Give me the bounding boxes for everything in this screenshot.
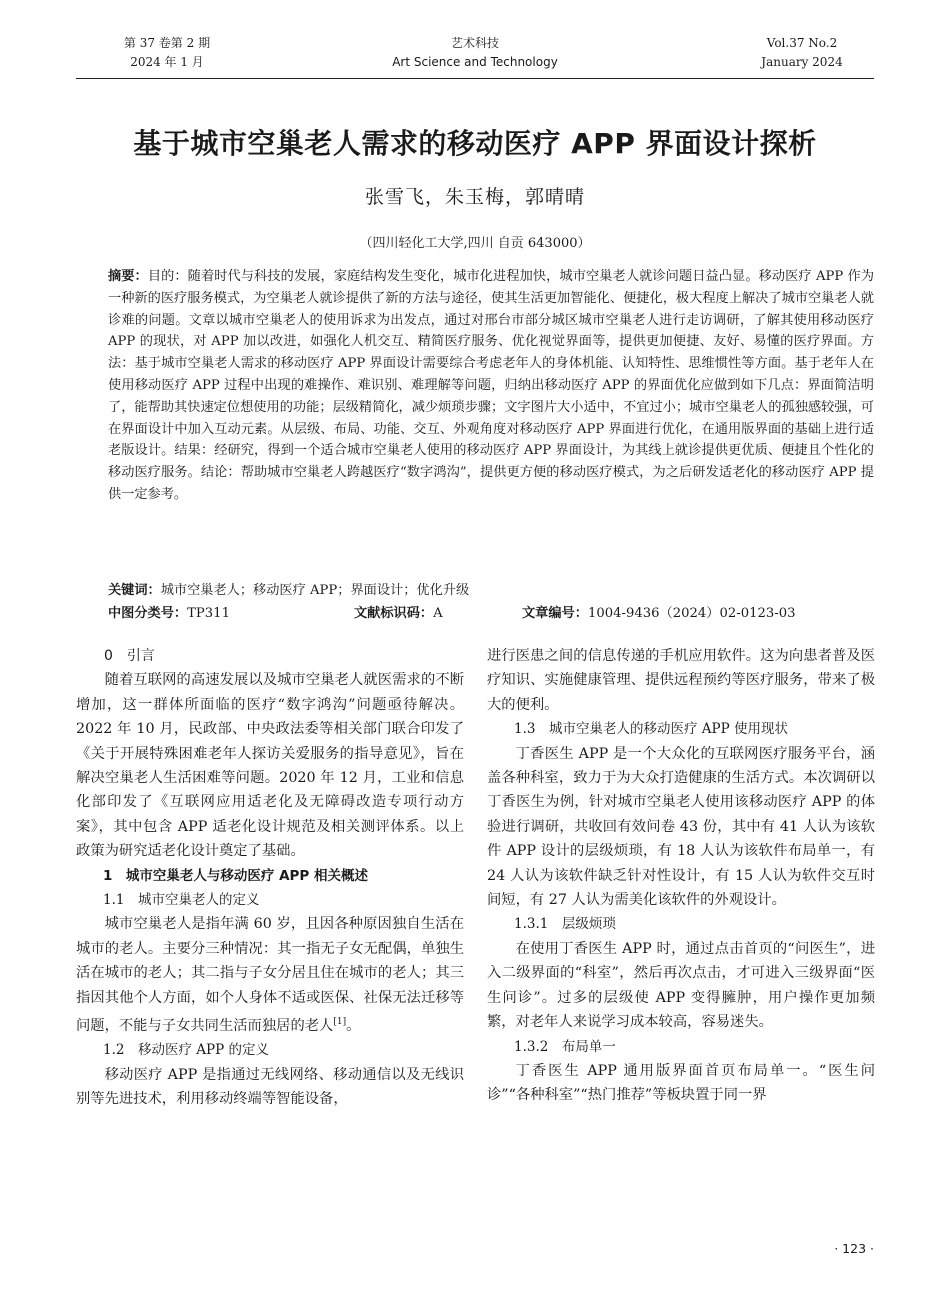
article-label: 文章编号： [522, 606, 588, 621]
section-0-paragraph: 随着互联网的高速发展以及城市空巢老人就医需求的不断增加，这一群体所面临的医疗“数字鸿沟”问题亟待解决。2022 年 10 月，民政部、中央政法委等相关部门联合印发了《关于开展特殊困难老年人探访关爱服务的指导意见》，旨在解决空巢老人生活困难等问题。2020 年 12 月，工业和信息化部印发了《互联网应用适老化及无障碍改造专项行动方案》，其中包含 APP 适老化设计规范及相关测评体系。以上政策为研究适老化设计奠定了基础。 [76, 672, 464, 860]
abstract-label: 摘要： [108, 269, 148, 284]
header-journal-cn: 艺术科技 [450, 36, 499, 50]
left-column [76, 644, 464, 1111]
header-volume: 第 37 卷第 2 期 [123, 36, 211, 50]
keywords-text: 城市空巢老人；移动医疗 APP；界面设计；优化升级 [160, 583, 470, 598]
section-1-3-2-paragraph: 丁香医生 APP 通用版界面首页布局单一。“医生问诊”“各种科室”“热门推荐”等板块置于同一界 [487, 1062, 875, 1104]
section-1-2-heading: 1.2 移动医疗 APP 的定义 [103, 1042, 269, 1059]
abstract [108, 266, 874, 506]
citation-1[interactable]: [1] [333, 1017, 347, 1028]
abstract-text: 目的：随着时代与科技的发展，家庭结构发生变化，城市化进程加快，城市空巢老人就诊问题日益凸显。移动医疗 APP 作为一种新的医疗服务模式，为空巢老人就诊提供了新的方法与途径，使其生活更加智能化、便捷化，极大程度上解决了城市空巢老人就诊难的问题。文章以城市空巢老人的使用诉求为出发点，通过对邢台市部分城区城市空巢老人进行走访调研，了解其使用移动医疗 APP 的现状，对 APP 加以改进，如强化人机交互、精简医疗服务、优化视觉界面等，提供更加便捷、友好、易懂的医疗界面。方法：基于城市空巢老人需求的移动医疗 APP 界面设计需要综合考虑老年人的身体机能、认知特性、思维惯性等方面。基于老年人在使用移动医疗 APP 过程中出现的难操作、难识别、难理解等问题，归纳出移动医疗 APP 的界面优化应做到如下几点：界面简洁明了，能帮助其快速定位想使用的功能；层级精简化，减少烦琐步骤；文字图片大小适中，不宜过小；城市空巢老人的孤独感较强，可在界面设计中加入互动元素。从层级、布局、功能、交互、外观角度对移动医疗 APP 界面进行优化，在通用版界面的基础上进行适老版设计。结果：经研究，得到一个适合城市空巢老人使用的移动医疗 APP 界面设计，为其线上就诊提供更优质、便捷且个性化的移动医疗服务。结论：帮助城市空巢老人跨越医疗“数字鸿沟”，提供更方便的移动医疗模式，为之后研发适老化的移动医疗 APP 提供一定参考。 [108, 269, 875, 502]
section-1-3-1-heading: 1.3.1 层级烦琐 [514, 916, 616, 933]
section-1-heading: 1 城市空巢老人与移动医疗 APP 相关概述 [103, 867, 369, 884]
header-issue-en [752, 34, 852, 72]
right-column [487, 644, 875, 1108]
keywords [108, 579, 874, 598]
doc-value: A [433, 606, 443, 621]
section-1-1-heading: 1.1 城市空巢老人的定义 [103, 892, 260, 909]
clc-code [108, 602, 230, 621]
keywords-label: 关键词： [108, 583, 161, 598]
header-date-en: January 2024 [761, 55, 843, 69]
section-1-1-end: 。 [346, 1017, 361, 1034]
header-date: 2024 年 1 月 [130, 55, 204, 69]
header-journal-en: Art Science and Technology [392, 55, 558, 69]
doc-code [354, 602, 443, 621]
section-1-3-paragraph: 丁香医生 APP 是一个大众化的互联网医疗服务平台，涵盖各种科室，致力于为大众打造健康的生活方式。本次调研以丁香医生为例，针对城市空巢老人使用该移动医疗 APP 的体验进行调研，共收回有效问卷 43 份，其中有 41 人认为该软件 APP 设计的层级烦琐，有 18 人认为该软件布局单一，有 24 人认为该软件缺乏针对性设计，有 15 人认为软件交互时间短，有 27 人认为需美化该软件的外观设计。 [487, 745, 875, 909]
continued-paragraph: 进行医患之间的信息传递的手机应用软件。这为向患者普及医疗知识、实施健康管理、提供远程预约等医疗服务，带来了极大的便利。 [487, 648, 875, 713]
author-list: 张雪飞，朱玉梅，郭晴晴 [364, 186, 585, 208]
section-1-3-1-paragraph: 在使用丁香医生 APP 时，通过点击首页的“问医生”，进入二级界面的“科室”，然后再次点击，才可进入三级界面“医生问诊”。过多的层级使 APP 变得臃肿，用户操作更加频繁，对老年人来说学习成本较高，容易迷失。 [487, 940, 875, 1031]
header-volume-en: Vol.37 No.2 [766, 36, 838, 50]
section-1-3-2-heading: 1.3.2 布局单一 [514, 1038, 616, 1055]
section-1-1-paragraph [76, 912, 464, 1038]
clc-value: TP311 [187, 606, 230, 621]
article-number [522, 602, 796, 621]
article-value: 1004-9436（2024）02-0123-03 [587, 606, 796, 621]
doc-label: 文献标识码： [354, 606, 434, 621]
running-header [76, 34, 874, 79]
section-1-3-heading: 1.3 城市空巢老人的移动医疗 APP 使用现状 [514, 721, 788, 738]
section-0-heading: 0 引言 [104, 648, 155, 664]
affiliation: （四川轻化工大学,四川 自贡 643000） [359, 236, 591, 251]
clc-label: 中图分类号： [108, 606, 188, 621]
page-number: · 123 · [834, 1241, 874, 1256]
section-1-2-paragraph: 移动医疗 APP 是指通过无线网络、移动通信以及无线识别等先进技术，利用移动终端等智能设备， [76, 1066, 464, 1108]
paper-title: 基于城市空巢老人需求的移动医疗 APP 界面设计探析 [133, 127, 817, 160]
section-1-1-text: 城市空巢老人是指年满 60 岁，且因各种原因独自生活在城市的老人。主要分三种情况：其一指无子女无配偶，单独生活在城市的老人；其二指与子女分居且住在城市的老人；其三指因其他个人方面，如个人身体不适或医保、社保无法迁移等问题，不能与子女共同生活而独居的老人 [76, 916, 464, 1034]
